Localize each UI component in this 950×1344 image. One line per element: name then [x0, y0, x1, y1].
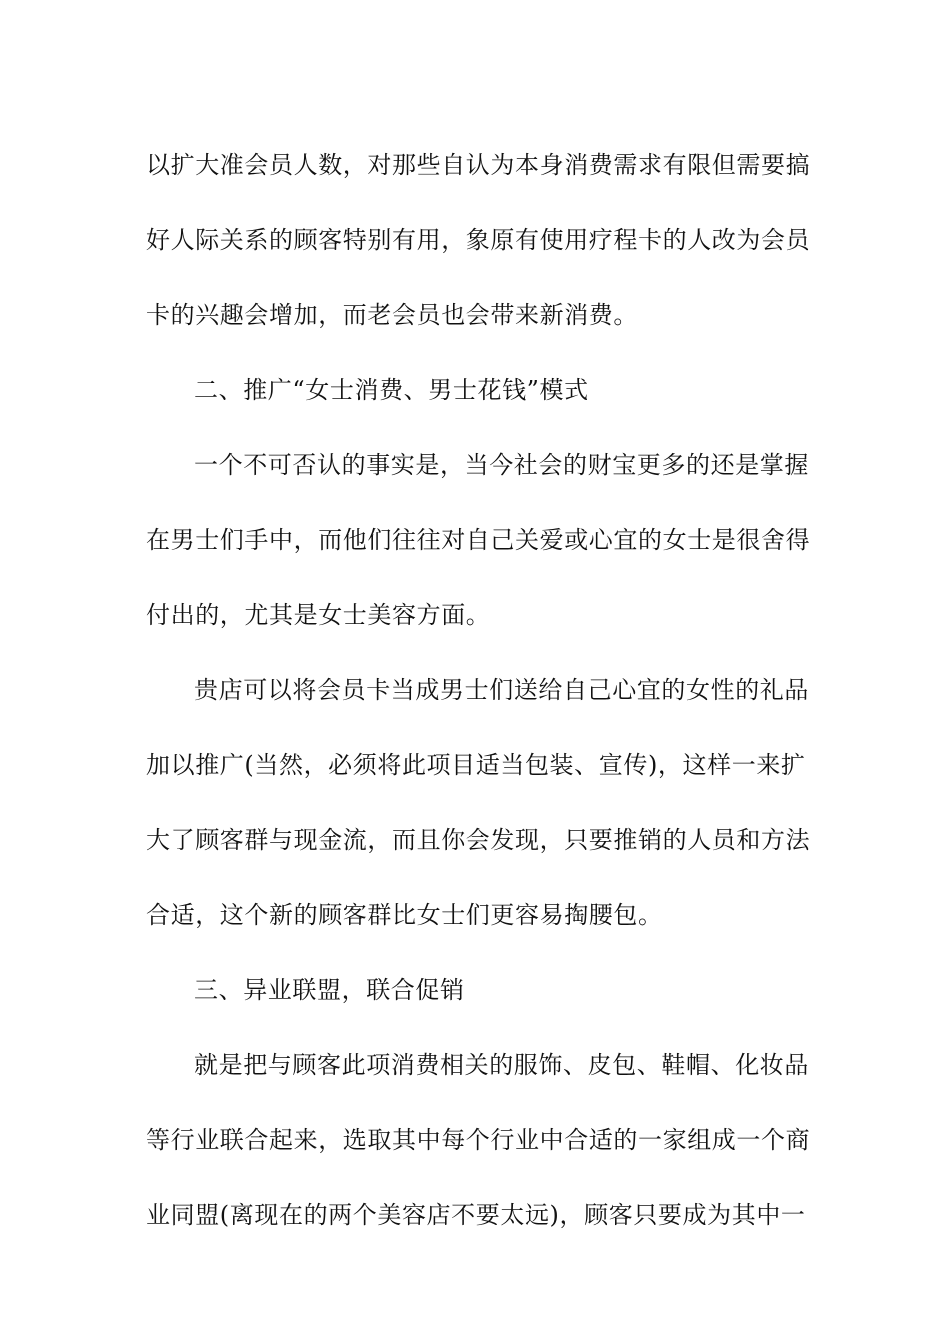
text-line: 合适，这个新的顾客群比女士们更容易掏腰包。	[146, 901, 663, 929]
text-line: 加以推广(当然，必须将此项目适当包装、宣传)，这样一来扩	[146, 751, 806, 779]
text-line: 就是把与顾客此项消费相关的服饰、皮包、鞋帽、化妆品	[194, 1051, 809, 1079]
body-text	[146, 128, 811, 1253]
text-line: 一个不可否认的事实是，当今社会的财宝更多的还是掌握	[194, 451, 809, 479]
section-heading-2: 二、推广“女士消费、男士花钱”模式	[194, 376, 589, 404]
text-line: 业同盟(离现在的两个美容店不要太远)，顾客只要成为其中一	[146, 1201, 806, 1229]
text-line: 好人际关系的顾客特别有用，象原有使用疗程卡的人改为会员	[146, 226, 811, 254]
text-line: 以扩大准会员人数，对那些自认为本身消费需求有限但需要搞	[146, 151, 811, 179]
text-line: 付出的，尤其是女士美容方面。	[146, 601, 491, 629]
text-line: 在男士们手中，而他们往往对自己关爱或心宜的女士是很舍得	[146, 526, 811, 554]
text-line: 贵店可以将会员卡当成男士们送给自己心宜的女性的礼品	[194, 676, 809, 704]
section-heading-3: 三、异业联盟，联合促销	[194, 976, 465, 1004]
text-line: 大了顾客群与现金流，而且你会发现，只要推销的人员和方法	[146, 826, 811, 854]
text-line: 等行业联合起来，选取其中每个行业中合适的一家组成一个商	[146, 1126, 811, 1154]
text-line: 卡的兴趣会增加，而老会员也会带来新消费。	[146, 301, 638, 329]
